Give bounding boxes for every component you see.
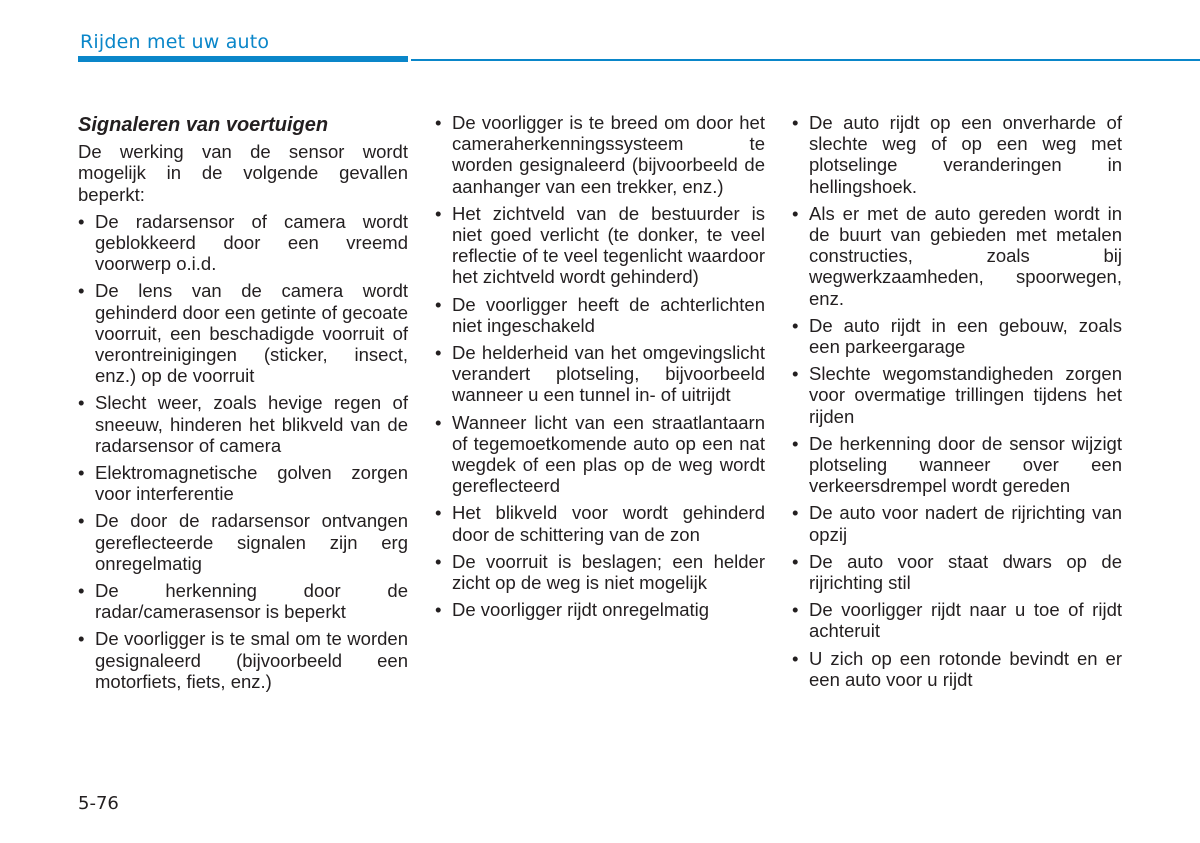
list-item: • De auto rijdt op een onverharde of slechte weg of op een weg met plotselinge veranderingen in hellingshoek.	[792, 112, 1122, 197]
bullet-icon: •	[435, 202, 442, 224]
list-item: • De voorligger heeft de achterlichten niet ingeschakeld	[435, 293, 765, 336]
list-item: • Elektromagnetische golven zorgen voor interferentie	[78, 462, 408, 505]
list-item: • De auto voor nadert de rijrichting van opzij	[792, 502, 1122, 545]
page-number: 5-76	[78, 793, 119, 814]
list-item: • De auto rijdt in een gebouw, zoals een parkeergarage	[792, 314, 1122, 358]
bullet-icon: •	[435, 411, 442, 433]
bullet-icon: •	[792, 314, 799, 336]
list-item: • De voorligger is te breed om door het cameraherkenningssysteem te worden gesignaleerd (bijvoorbeeld de aanhanger van een trekker, enz.)	[435, 112, 765, 197]
bullet-icon: •	[78, 580, 85, 602]
bullet-icon: •	[78, 462, 85, 484]
bullet-icon: •	[435, 599, 442, 621]
list-item: • De voorligger rijdt onregelmatig	[435, 599, 710, 621]
list-item: • Het blikveld voor wordt gehinderd door de schittering van de zon	[435, 502, 765, 545]
bullet-icon: •	[792, 202, 799, 224]
bullet-icon: •	[435, 112, 442, 133]
list-item: • Het zichtveld van de bestuurder is niet goed verlicht (te donker, te veel reflectie of te veel tegenlicht waardoor het zichtveld wordt gehinderd)	[435, 202, 765, 288]
list-item: • Slechte wegomstandigheden zorgen voor overmatige trillingen tijdens het rijden	[792, 363, 1122, 427]
bullet-icon: •	[435, 342, 442, 364]
list-item: • De helderheid van het omgevingslicht verandert plotseling, bijvoorbeeld wanneer u een tunnel in- of uitrijdt	[435, 342, 765, 406]
list-item: • De radarsensor of camera wordt geblokkeerd door een vreemd voorwerp o.i.d.	[78, 210, 408, 275]
bullet-icon: •	[792, 363, 799, 385]
list-item: • Als er met de auto gereden wordt in de buurt van gebieden met metalen constructies, zoals bij wegwerkzaamheden, spoorwegen, enz.	[792, 202, 1122, 309]
list-item: • De herkenning door de radar/camerasensor is beperkt	[78, 580, 408, 623]
header-title: Rijden met uw auto	[80, 31, 270, 53]
bullet-icon: •	[78, 510, 85, 532]
bullet-icon: •	[435, 550, 442, 572]
bullet-list-2	[435, 112, 765, 620]
column-1	[78, 112, 408, 698]
bullet-list-3	[792, 112, 1122, 690]
list-item: • Slecht weer, zoals hevige regen of sneeuw, hinderen het blikveld van de radarsensor of camera	[78, 392, 408, 456]
bullet-icon: •	[792, 599, 799, 621]
section-title: Signaleren van voertuigen	[78, 114, 329, 136]
bullet-icon: •	[78, 628, 85, 650]
bullet-icon: •	[78, 280, 85, 302]
column-3	[792, 112, 1122, 696]
bullet-icon: •	[792, 647, 799, 669]
header-rule-thick	[78, 56, 408, 62]
header-rule-thin	[411, 59, 1200, 61]
bullet-icon: •	[78, 210, 85, 232]
list-item: • De auto voor staat dwars op de rijrichting stil	[792, 550, 1122, 594]
column-2	[435, 112, 765, 626]
list-item: • De door de radarsensor ontvangen gereflecteerde signalen zijn erg onregelmatig	[78, 510, 408, 574]
bullet-list-1	[78, 211, 408, 692]
list-item: • De voorruit is beslagen; een helder zicht op de weg is niet mogelijk	[435, 550, 765, 594]
section-intro: De werking van de sensor wordt mogelijk in de volgende gevallen beperkt:	[78, 141, 408, 205]
list-item: • De herkenning door de sensor wijzigt plotseling wanneer over een verkeersdrempel wordt gereden	[792, 432, 1122, 497]
list-item: • U zich op een rotonde bevindt en er een auto voor u rijdt	[792, 647, 1122, 690]
bullet-icon: •	[435, 293, 442, 315]
list-item: • Wanneer licht van een straatlantaarn of tegemoetkomende auto op een nat wegdek of een plas op de weg wordt gereflecteerd	[435, 411, 765, 497]
bullet-icon: •	[78, 392, 85, 414]
bullet-icon: •	[435, 502, 442, 524]
list-item: • De voorligger is te smal om te worden gesignaleerd (bijvoorbeeld een motorfiets, fiets, enz.)	[78, 628, 408, 692]
bullet-icon: •	[792, 550, 799, 572]
bullet-icon: •	[792, 502, 799, 524]
list-item: • De lens van de camera wordt gehinderd door een getinte of gecoate voorruit, een beschadigde voorruit of verontreinigingen (sticker, insect, enz.) op de voorruit	[78, 280, 408, 387]
bullet-icon: •	[792, 432, 799, 454]
bullet-icon: •	[792, 112, 799, 133]
list-item: • De voorligger rijdt naar u toe of rijdt achteruit	[792, 599, 1122, 642]
